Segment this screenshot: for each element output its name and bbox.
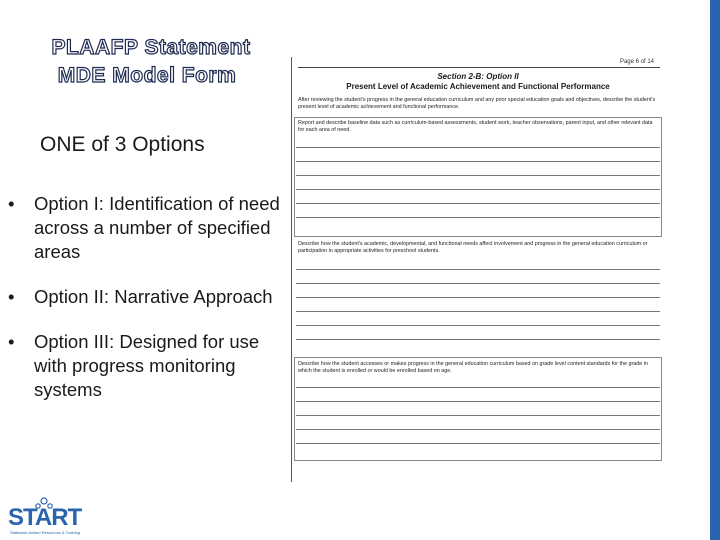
form-line bbox=[296, 217, 660, 218]
form-line bbox=[296, 269, 660, 270]
form-line bbox=[296, 203, 660, 204]
bullet-icon: • bbox=[8, 286, 15, 307]
form-section-label: Section 2-B: Option II bbox=[437, 72, 519, 81]
form-line bbox=[296, 161, 660, 162]
bullet-icon: • bbox=[8, 193, 15, 214]
form-intro: After reviewing the student's progress in the general education curriculum and any prior special education goals and objectives, describe the student's present level of academic achievement and functional performance. bbox=[298, 97, 656, 110]
logo-tagline: Statewide Autism Resources & Training bbox=[10, 530, 81, 535]
form-line bbox=[296, 415, 660, 416]
bullet-icon: • bbox=[8, 331, 15, 352]
start-logo bbox=[8, 497, 82, 539]
logo-wordmark: START bbox=[8, 504, 82, 531]
form-prompt-1: Report and describe baseline data such as curriculum-based assessments, student work, teacher observations, parent input, and other relevant data for each area of need. bbox=[298, 120, 653, 133]
form-line bbox=[296, 147, 660, 148]
form-section-title: Present Level of Academic Achievement and Functional Performance bbox=[346, 82, 610, 91]
option-item-3 bbox=[8, 330, 283, 402]
option-item-2 bbox=[8, 285, 283, 309]
form-line bbox=[296, 189, 660, 190]
form-line bbox=[296, 429, 660, 430]
form-line bbox=[296, 175, 660, 176]
form-line bbox=[296, 325, 660, 326]
form-line bbox=[296, 311, 660, 312]
form-line bbox=[296, 387, 660, 388]
form-line bbox=[296, 401, 660, 402]
form-line bbox=[296, 283, 660, 284]
form-box-1 bbox=[294, 117, 662, 237]
right-accent-bar bbox=[710, 0, 720, 540]
form-page-label: Page 6 of 14 bbox=[619, 59, 654, 65]
title-line-2: MDE Model Form bbox=[57, 64, 237, 87]
form-line bbox=[296, 297, 660, 298]
form-line bbox=[296, 443, 660, 444]
option-text: Option II: Narrative Approach bbox=[34, 286, 273, 307]
option-text: Option III: Designed for use with progress monitoring systems bbox=[34, 331, 260, 400]
option-item-1 bbox=[8, 192, 283, 264]
model-form-image bbox=[291, 57, 664, 482]
title-line-1: PLAAFP Statement bbox=[51, 36, 251, 59]
subtitle: ONE of 3 Options bbox=[40, 133, 205, 156]
form-prompt-3: Describe how the student accesses or makes progress in the general education curriculum based on grade level content standards for the grade in which the student is enrolled or would be enrolled based on age. bbox=[298, 361, 648, 374]
option-text: Option I: Identification of need across a number of specified areas bbox=[34, 193, 280, 262]
form-prompt-2: Describe how the student's academic, developmental, and functional needs affect involvement and progress in the general education curriculum or participation in appropriate activities for preschool students. bbox=[298, 241, 648, 254]
options-list bbox=[8, 192, 283, 423]
form-line bbox=[296, 339, 660, 340]
form-top-rule bbox=[298, 67, 660, 68]
